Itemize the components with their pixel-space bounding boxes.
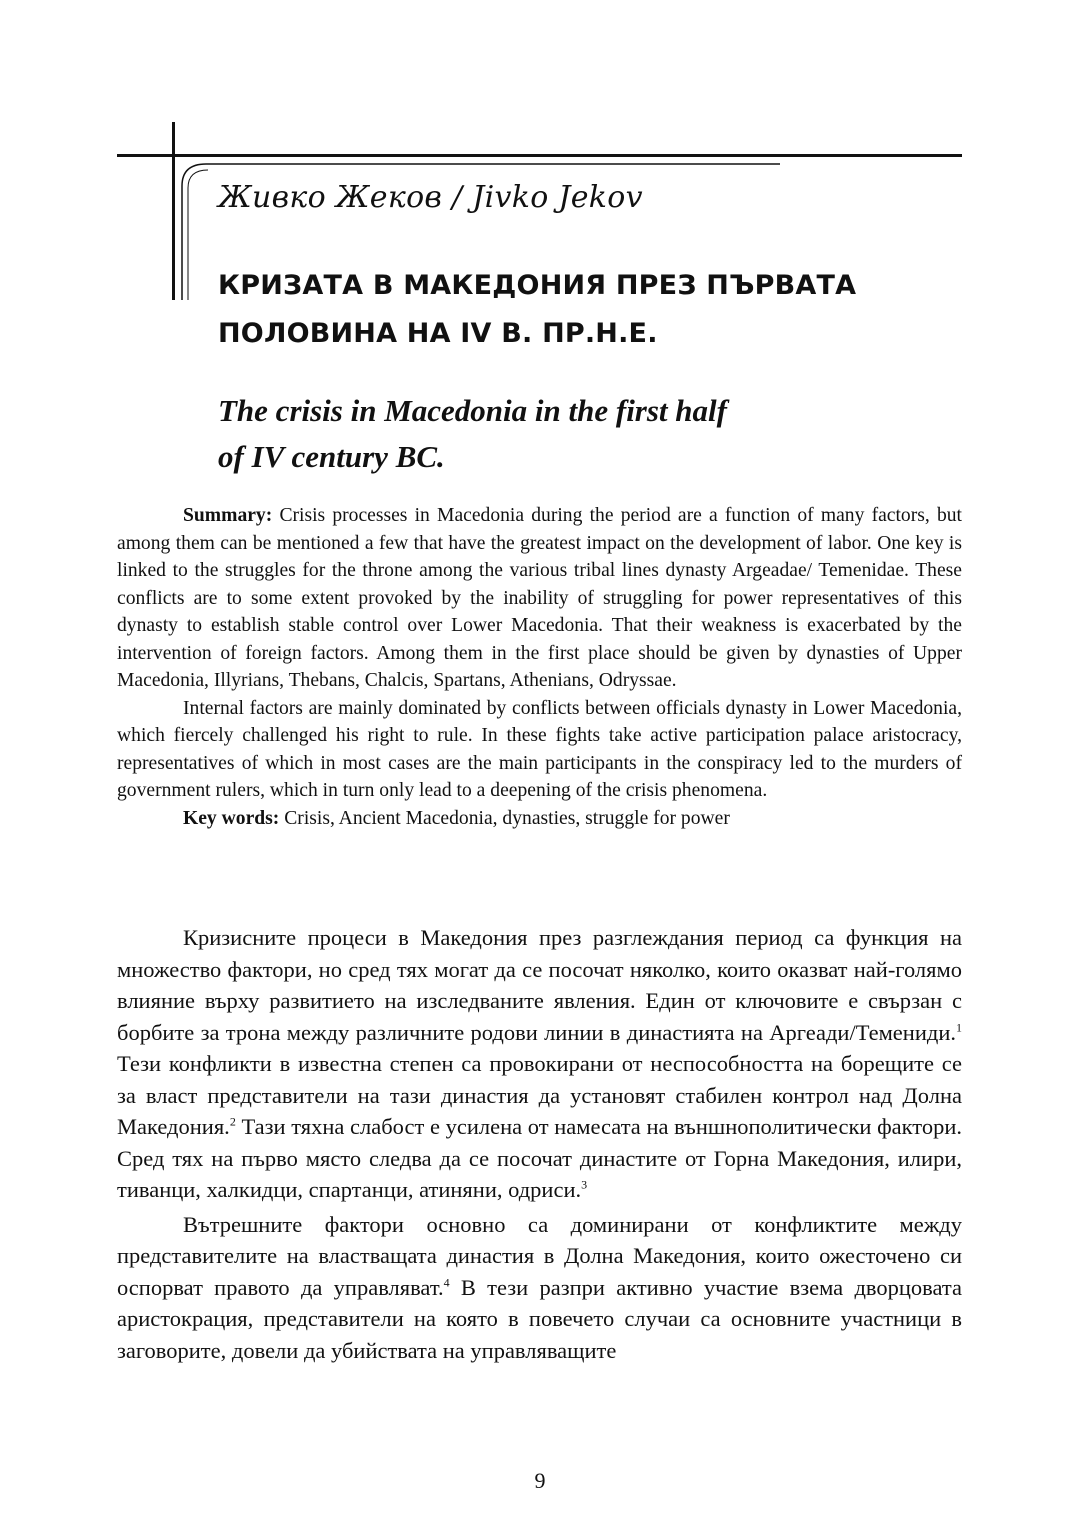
body-text-run: В тези разпри активно участие взема дворцовата аристокрация, представители на която в повечето случаи са основните участници в заговорите, довели да убийствата на управляващите	[117, 1274, 962, 1363]
page-number: 9	[534, 1468, 546, 1493]
title-en-line-1: The crisis in Macedonia in the first half	[218, 393, 727, 428]
footnote-ref-3[interactable]: 3	[581, 1177, 588, 1192]
decorative-vertical-rule	[172, 122, 175, 300]
summary-section	[117, 502, 962, 832]
summary-label: Summary:	[183, 505, 273, 526]
summary-text: Crisis processes in Macedonia during the period are a function of many factors, but among them can be mentioned a few that have the greatest impact on the development of labor. One key is linked to the struggles for the throne among the various tribal lines dynasty Argeadae/ Temenidae. These conflicts are to some extent provoked by the inability of struggling for power representatives of this dynasty to establish stable control over Lower Macedonia. That their weakness is exacerbated by the intervention of foreign factors. Among them in the first place should be given by dynasties of Upper Macedonia, Illyrians, Thebans, Chalcis, Spartans, Athenians, Odryssae.	[117, 505, 962, 691]
footnote-ref-2[interactable]: 2	[229, 1114, 236, 1129]
footnote-ref-4[interactable]: 4	[443, 1275, 450, 1289]
body-paragraph-1	[117, 922, 962, 1206]
body-text-run: Тази тяхна слабост е усилена от намесата на външнополитически фактори. Сред тях на първо място следва да се посочат династите от Горна Македония, илири, тиванци, халкидци, спартанци, атиняни, одриси.	[117, 1114, 962, 1202]
footnote-ref-1[interactable]: 1	[956, 1020, 962, 1034]
keywords-text: Crisis, Ancient Macedonia, dynasties, struggle for power	[279, 807, 730, 829]
article-title-english	[218, 388, 978, 480]
title-line-2: ПОЛОВИНА НА IV В. ПР.Н.Е.	[218, 318, 658, 349]
body-text-run: Тези конфликти в известна степен са провокирани от неспособността на борещите се за власт представители на тази династия да установят стабилен контрол над Долна Македония.	[117, 1051, 962, 1139]
title-line-1: КРИЗАТА В МАКЕДОНИЯ ПРЕЗ ПЪРВАТА	[218, 270, 857, 301]
summary-paragraph	[117, 502, 962, 695]
author-name: Живко Жеков / Jivko Jekov	[218, 180, 643, 215]
keywords-label: Key words:	[183, 807, 280, 829]
title-en-line-2: of IV century BC.	[218, 439, 445, 474]
body-paragraph-2	[117, 1209, 962, 1367]
keywords-paragraph	[117, 805, 962, 833]
decorative-horizontal-rule	[117, 154, 962, 157]
body-text	[117, 922, 962, 1369]
article-title	[218, 262, 978, 358]
body-text-run: Кризисните процеси в Македония през разглеждания период са функция на множество фактори, но сред тях могат да се посочат няколко, които оказват най-голямо влияние върху развитието на изследваните явления. Един от ключовите е свързан с борбите за трона между различните родови линии в династията на Аргеади/Темениди.	[117, 925, 962, 1045]
body-text-run: Вътрешните фактори основно са доминирани от конфликтите между представителите на властващата династия в Долна Македония, които ожесточено си оспорват правото да управляват.	[117, 1211, 962, 1300]
summary-paragraph-2: Internal factors are mainly dominated by conflicts between officials dynasty in Lower Macedonia, which fiercely challenged his right to rule. In these fights take active participation palace aristocracy, representatives of which in most cases are the main participants in the conspiracy led to the murders of government rulers, which in turn only lead to a deepening of the crisis phenomena.	[117, 697, 962, 801]
